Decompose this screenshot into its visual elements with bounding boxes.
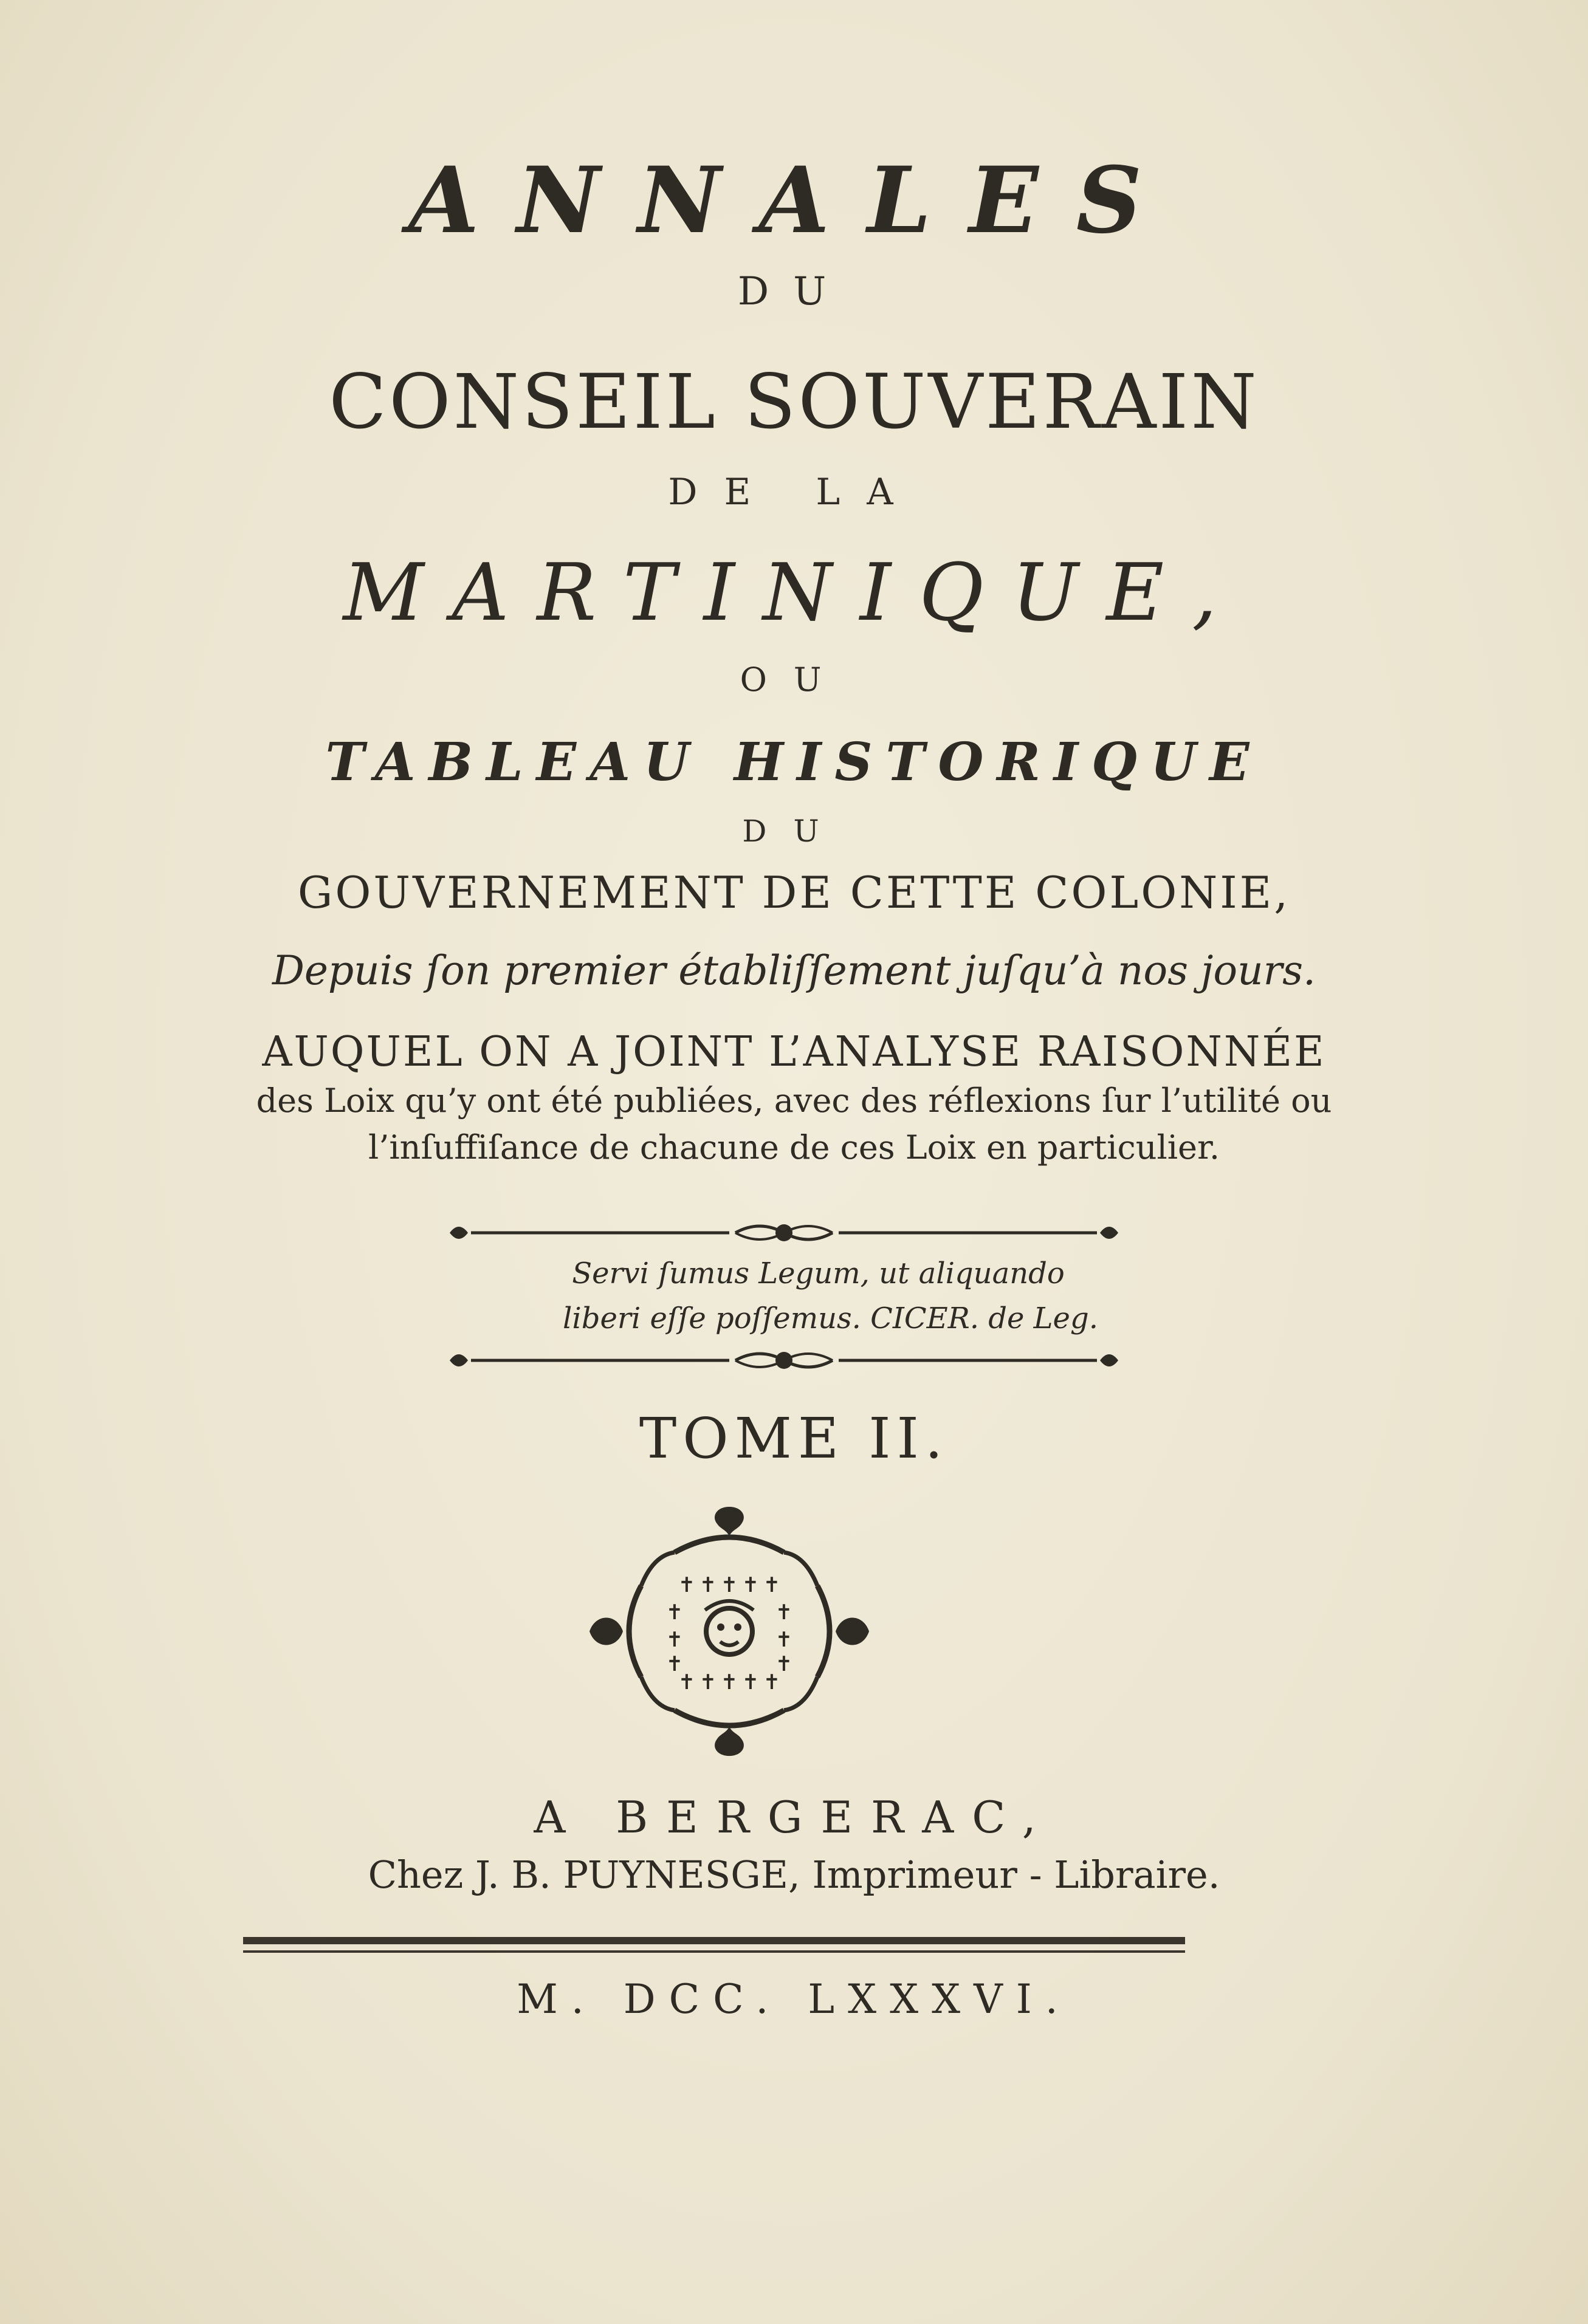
imprint-date: M. DCC. LXXXVI. xyxy=(517,1976,1071,2023)
description-line-1: des Loix qu’y ont été publiées, avec des réflexions ſur l’utilité ou xyxy=(256,1081,1332,1120)
svg-text:✝: ✝ xyxy=(665,1600,684,1625)
svg-text:✝: ✝ xyxy=(699,1670,717,1695)
volume-label: TOME II. xyxy=(639,1406,949,1471)
title-ou: OU xyxy=(740,660,848,699)
svg-text:✝: ✝ xyxy=(665,1652,684,1676)
svg-text:✝: ✝ xyxy=(775,1628,793,1652)
description-line-2: l’inſuffiſance de chacune de ces Loix en particulier. xyxy=(368,1128,1220,1167)
title-martinique: MARTINIQUE, xyxy=(343,546,1245,639)
title-du-1: DU xyxy=(737,269,851,314)
svg-text:✝: ✝ xyxy=(775,1600,793,1625)
fleuron-rule-top xyxy=(444,1218,1124,1248)
auquel-line: AUQUEL ON A JOINT L’ANALYSE RAISONNÉE xyxy=(262,1028,1326,1076)
svg-text:✝: ✝ xyxy=(699,1573,717,1597)
title-gouvernement: GOUVERNEMENT DE CETTE COLONIE, xyxy=(297,867,1291,918)
title-annales: ANNALES xyxy=(408,147,1180,254)
title-du-2: DU xyxy=(742,814,846,849)
title-conseil-souverain: CONSEIL SOUVERAIN xyxy=(329,358,1259,446)
epigraph-line-1: Servi ſumus Legum, ut aliquando xyxy=(572,1256,1065,1291)
rule-thick xyxy=(243,1937,1185,1944)
printers-ornament-icon xyxy=(583,1501,875,1762)
svg-text:✝: ✝ xyxy=(741,1573,760,1597)
imprint-place: A BERGERAC, xyxy=(534,1792,1054,1843)
imprint-printer: Chez J. B. PUYNESGE, Imprimeur - Libraire. xyxy=(368,1853,1220,1897)
subtitle-depuis: Depuis ſon premier établiſſement juſqu’à nos jours. xyxy=(272,947,1316,994)
svg-text:✝: ✝ xyxy=(678,1573,696,1597)
epigraph-line-2: liberi eſſe poſſemus. CICER. de Leg. xyxy=(563,1301,1098,1335)
svg-text:✝: ✝ xyxy=(665,1628,684,1652)
svg-text:✝: ✝ xyxy=(775,1652,793,1676)
fleuron-rule-bottom xyxy=(444,1345,1124,1376)
svg-text:✝: ✝ xyxy=(678,1670,696,1695)
title-de-la: DE LA xyxy=(668,471,920,513)
rule-thin xyxy=(243,1950,1185,1953)
svg-text:✝: ✝ xyxy=(720,1670,738,1695)
svg-text:✝: ✝ xyxy=(741,1670,760,1695)
svg-text:✝: ✝ xyxy=(720,1573,738,1597)
title-tableau-historique: TABLEAU HISTORIQUE xyxy=(325,732,1263,793)
svg-text:✝: ✝ xyxy=(763,1573,781,1597)
svg-text:✝: ✝ xyxy=(763,1670,781,1695)
